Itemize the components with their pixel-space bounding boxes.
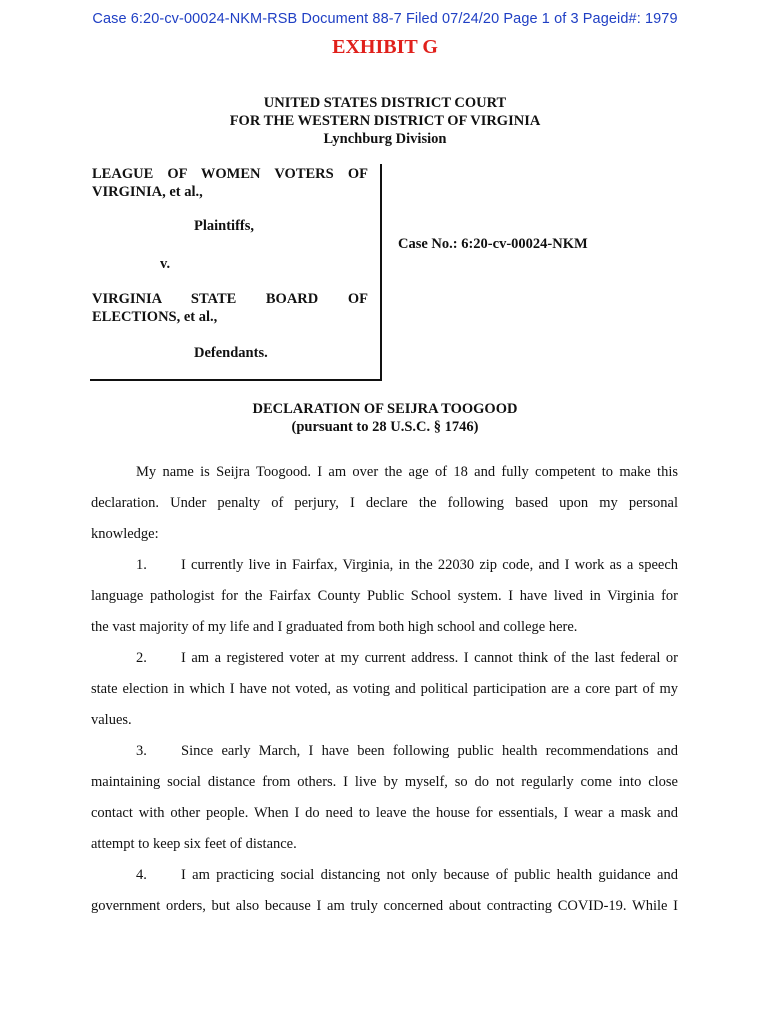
paragraph-line: maintaining social distance from others. I live by myself, so do not regularly come into close: [91, 774, 678, 790]
paragraph-3-first-line: [91, 736, 678, 767]
intro-line: declaration. Under penalty of perjury, I declare the following based upon my personal: [91, 495, 678, 511]
versus-label: v.: [160, 256, 171, 272]
paragraph-line: language pathologist for the Fairfax County Public School system. I have lived in Virginia for: [91, 588, 678, 604]
paragraph-line: I currently live in Fairfax, Virginia, in the 22030 zip code, and I work as a speech: [181, 557, 678, 573]
intro-line: knowledge:: [91, 526, 159, 542]
paragraph-line: I am practicing social distancing not only because of public health guidance and: [181, 867, 678, 883]
paragraph-number: 2.: [136, 650, 147, 666]
paragraph-line: contact with other people. When I do need to leave the house for essentials, I wear a mask and: [91, 805, 678, 821]
defendants-label: Defendants.: [194, 345, 268, 361]
paragraph-line: attempt to keep six feet of distance.: [91, 836, 297, 852]
caption-horizontal-rule: [90, 379, 382, 381]
court-filing-stamp: Case 6:20-cv-00024-NKM-RSB Document 88-7 Filed 07/24/20 Page 1 of 3 Pageid#: 1979: [92, 11, 678, 27]
paragraph-2-first-line: [91, 643, 678, 674]
paragraph-number: 3.: [136, 743, 147, 759]
declaration-heading: [0, 400, 770, 436]
paragraph-line: government orders, but also because I am truly concerned about contracting COVID-19. While I: [91, 898, 678, 914]
declaration-body: [91, 457, 678, 922]
case-caption: [92, 165, 368, 201]
plaintiff-name-line2: VIRGINIA, et al.,: [92, 184, 203, 200]
plaintiffs-label: Plaintiffs,: [194, 218, 255, 234]
court-heading: [0, 94, 770, 148]
defendant-name-line1: VIRGINIA STATE BOARD OF: [92, 291, 368, 307]
paragraph-4-first-line: [91, 860, 678, 891]
court-district-line: FOR THE WESTERN DISTRICT OF VIRGINIA: [229, 113, 541, 129]
paragraph-line: I am a registered voter at my current address. I cannot think of the last federal or: [181, 650, 678, 666]
court-name-line: UNITED STATES DISTRICT COURT: [263, 95, 507, 111]
defendant-name-line2: ELECTIONS, et al.,: [92, 309, 218, 325]
paragraph-line: the vast majority of my life and I graduated from both high school and college here.: [91, 619, 578, 635]
paragraph-line: Since early March, I have been following public health recommendations and: [181, 743, 678, 759]
paragraph-line: state election in which I have not voted, as voting and political participation are a core part of my: [91, 681, 678, 697]
declaration-subtitle: (pursuant to 28 U.S.C. § 1746): [291, 419, 479, 435]
court-division-line: Lynchburg Division: [323, 131, 447, 147]
declaration-title: DECLARATION OF SEIJRA TOOGOOD: [252, 401, 518, 417]
paragraph-number: 1.: [136, 557, 147, 573]
paragraph-number: 4.: [136, 867, 147, 883]
paragraph-line: values.: [91, 712, 132, 728]
paragraph-1-first-line: [91, 550, 678, 581]
caption-vertical-rule: [380, 164, 382, 380]
exhibit-label: EXHIBIT G: [332, 36, 438, 58]
case-number: Case No.: 6:20-cv-00024-NKM: [398, 236, 588, 252]
plaintiff-name-line1: LEAGUE OF WOMEN VOTERS OF: [92, 166, 368, 182]
intro-line: My name is Seijra Toogood. I am over the age of 18 and fully competent to make this: [136, 464, 678, 480]
defendant-block: [92, 290, 368, 326]
